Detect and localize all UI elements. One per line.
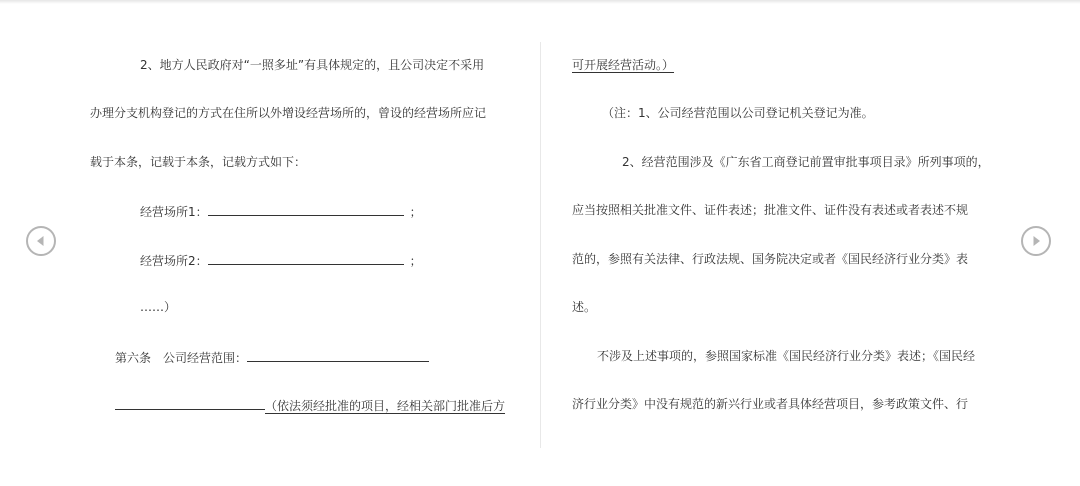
place2-end: ；	[409, 254, 422, 268]
place1-blank	[208, 203, 404, 216]
text-line: 范的，参照有关法律、行政法规、国务院决定或者《国民经济行业分类》表	[572, 252, 969, 266]
place1-end: ；	[409, 205, 422, 219]
text-line: 办理分支机构登记的方式在住所以外增设经营场所的，曾设的经营场所应记	[90, 106, 487, 120]
place2-label: 经营场所2：	[140, 254, 208, 268]
article6-note-blank	[115, 397, 265, 410]
document-page-right	[572, 0, 1002, 486]
place1-label: 经营场所1：	[140, 205, 208, 219]
document-page-left	[90, 0, 520, 486]
page-divider	[540, 42, 541, 448]
chevron-left-icon	[28, 228, 54, 254]
text-line: 济行业分类》中没有规范的新兴行业或者具体经营项目，参考政策文件、行	[572, 397, 969, 411]
text-line: 应当按照相关批准文件、证件表述；批准文件、证件没有表述或者表述不规	[572, 203, 969, 217]
article6-line	[115, 349, 429, 365]
text-line: 可开展经营活动。）	[572, 58, 675, 72]
article6-note-line	[115, 397, 505, 413]
place1-line	[140, 203, 422, 219]
place2-line	[140, 252, 422, 268]
prev-page-button[interactable]	[26, 226, 56, 256]
article6-label: 第六条 公司经营范围：	[115, 351, 248, 365]
next-page-button[interactable]	[1021, 226, 1051, 256]
text-line: 2、地方人民政府对“一照多址”有具体规定的，且公司决定不采用	[140, 58, 485, 72]
note-line: （注：1、公司经营范围以公司登记机关登记为准。	[602, 106, 874, 120]
article6-note: （依法须经批准的项目，经相关部门批准后方	[265, 399, 506, 413]
text-line: 述。	[572, 300, 597, 314]
text-line: 不涉及上述事项的，参照国家标准《国民经济行业分类》表述；《国民经	[597, 349, 976, 363]
text-line: 2、经营范围涉及《广东省工商登记前置审批事项目录》所列事项的，	[622, 155, 990, 169]
article6-blank	[247, 349, 429, 362]
chevron-right-icon	[1023, 228, 1049, 254]
text-line: 载于本条，记载于本条，记载方式如下：	[90, 155, 307, 169]
ellipsis-line: ……）	[140, 300, 177, 314]
place2-blank	[208, 252, 404, 265]
